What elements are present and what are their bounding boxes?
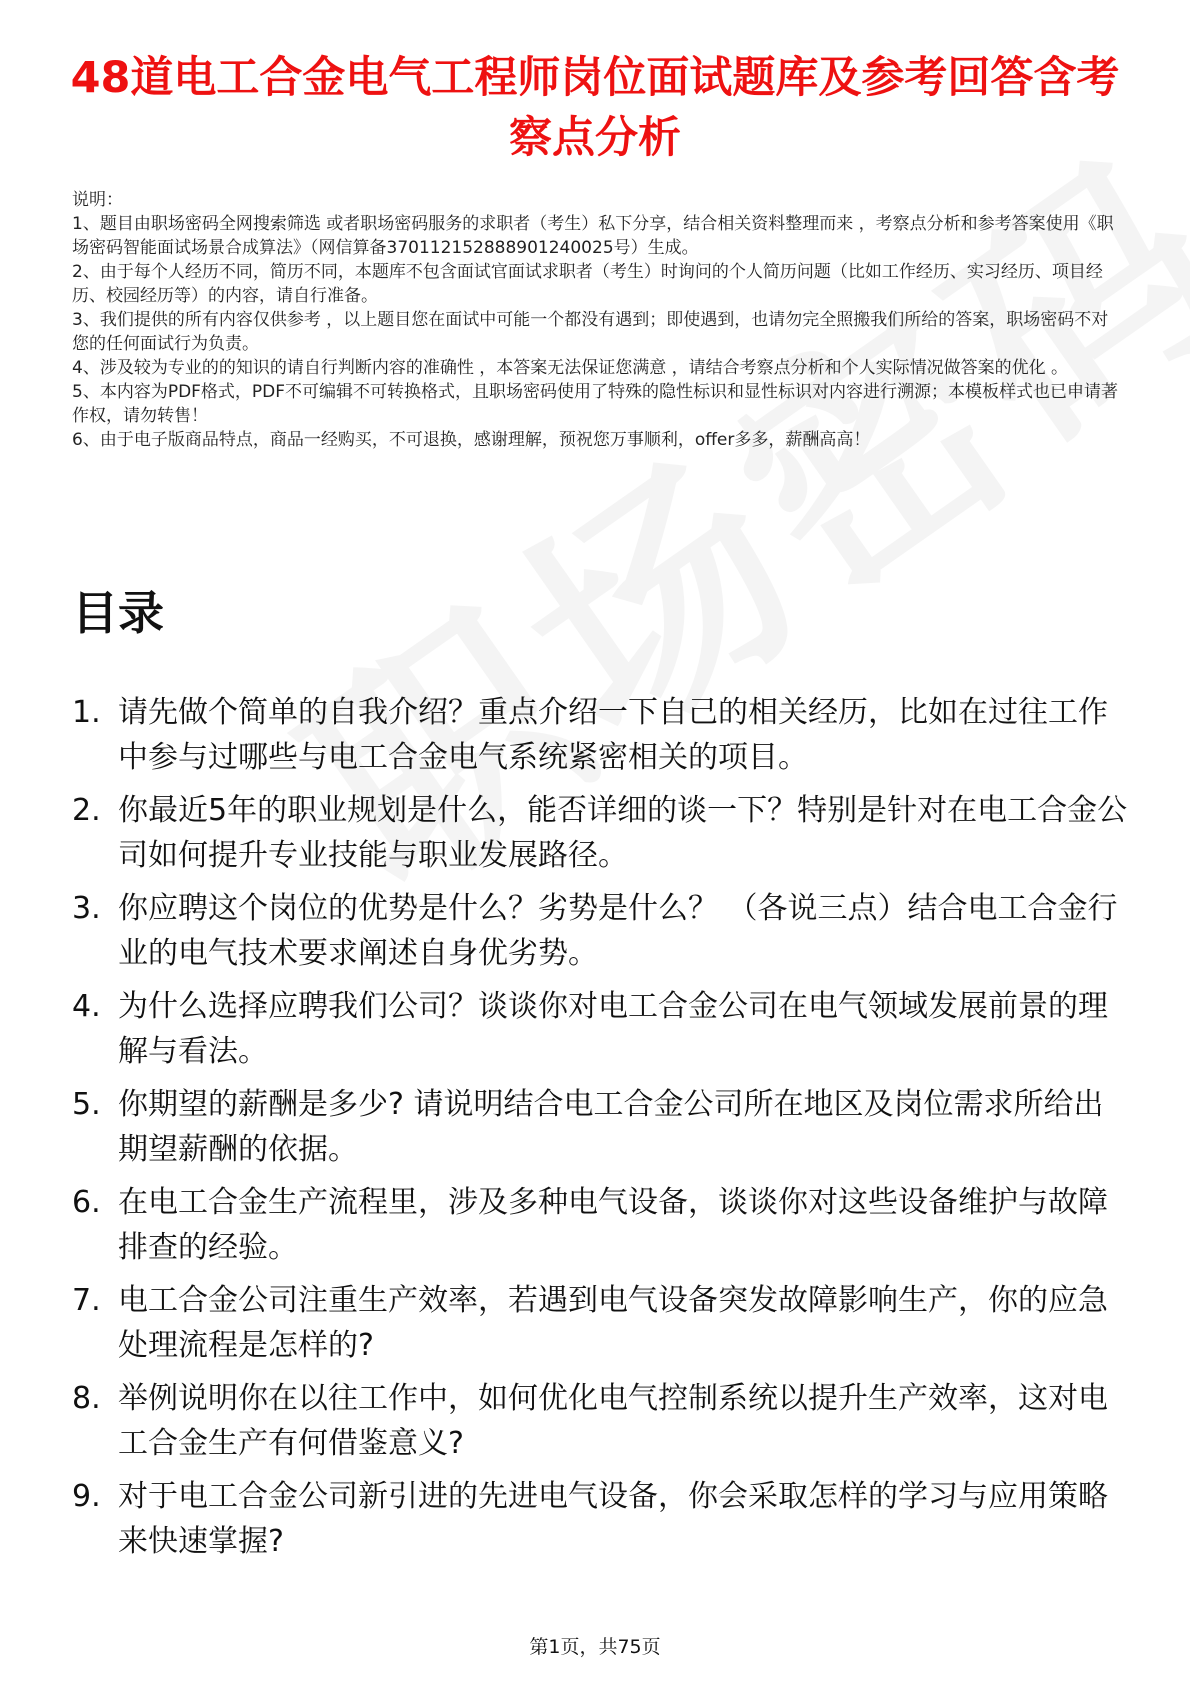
question-item-7[interactable] — [72, 1278, 1132, 1368]
question-text: 对于电工合金公司新引进的先进电气设备，你会采取怎样的学习与应用策略来快速掌握? — [118, 1479, 1108, 1559]
question-text: 你期望的薪酬是多少? 请说明结合电工合金公司所在地区及岗位需求所给出期望薪酬的依据。 — [118, 1087, 1104, 1167]
question-text: 你最近5年的职业规划是什么，能否详细的谈一下？特别是针对在电工合金公司如何提升专业技能与职业发展路径。 — [118, 793, 1128, 873]
question-list — [72, 690, 1132, 1572]
question-text: 请先做个简单的自我介绍？重点介绍一下自己的相关经历，比如在过往工作中参与过哪些与电工合金电气系统紧密相关的项目。 — [118, 695, 1108, 775]
question-text: 电工合金公司注重生产效率，若遇到电气设备突发故障影响生产，你的应急处理流程是怎样的? — [118, 1283, 1108, 1363]
question-item-4[interactable] — [72, 984, 1132, 1074]
note-item-5: 5、本内容为PDF格式，PDF不可编辑不可转换格式，且职场密码使用了特殊的隐性标识和显性标识对内容进行溯源；本模板样式也已申请著作权，请勿转售！ — [72, 382, 1119, 426]
question-number: 5. — [72, 1087, 101, 1122]
note-item-6: 6、由于电子版商品特点，商品一经购买，不可退换，感谢理解，预祝您万事顺利，offer多多，薪酬高高！ — [72, 430, 871, 450]
question-item-6[interactable] — [72, 1180, 1132, 1270]
notes-section — [72, 188, 1122, 452]
question-item-9[interactable] — [72, 1474, 1132, 1564]
question-item-8[interactable] — [72, 1376, 1132, 1466]
document-title: 48道电工合金电气工程师岗位面试题库及参考回答含考察点分析 — [70, 53, 1120, 163]
question-number: 9. — [72, 1479, 101, 1514]
notes-heading: 说明： — [72, 190, 123, 210]
question-number: 8. — [72, 1381, 101, 1416]
note-item-4: 4、涉及较为专业的的知识的请自行判断内容的准确性 ，本答案无法保证您满意 ，请结合考察点分析和个人实际情况做答案的优化 。 — [72, 358, 1069, 378]
question-item-5[interactable] — [72, 1082, 1132, 1172]
question-text: 你应聘这个岗位的优势是什么？劣势是什么？ （各说三点）结合电工合金行业的电气技术要求阐述自身优劣势。 — [118, 891, 1118, 971]
toc-heading: 目录 — [72, 586, 164, 640]
question-number: 7. — [72, 1283, 101, 1318]
question-number: 3. — [72, 891, 101, 926]
question-text: 举例说明你在以往工作中，如何优化电气控制系统以提升生产效率，这对电工合金生产有何借鉴意义? — [118, 1381, 1108, 1461]
note-item-1: 1、题目由职场密码全网搜索筛选 或者职场密码服务的求职者（考生）私下分享，结合相关资料整理而来 ，考察点分析和参考答案使用《职场密码智能面试场景合成算法》（网信算备370112152888901240025号）生成。 — [72, 214, 1114, 258]
question-text: 在电工合金生产流程里，涉及多种电气设备，谈谈你对这些设备维护与故障排查的经验。 — [118, 1185, 1108, 1265]
page-footer: 第1页，共75页 — [529, 1636, 661, 1658]
question-item-2[interactable] — [72, 788, 1132, 878]
question-item-1[interactable] — [72, 690, 1132, 780]
note-item-2: 2、由于每个人经历不同，简历不同，本题库不包含面试官面试求职者（考生）时询问的个人简历问题（比如工作经历、实习经历、项目经历、校园经历等）的内容，请自行准备。 — [72, 262, 1103, 306]
question-text: 为什么选择应聘我们公司？谈谈你对电工合金公司在电气领域发展前景的理解与看法。 — [118, 989, 1108, 1069]
question-item-3[interactable] — [72, 886, 1132, 976]
question-number: 4. — [72, 989, 101, 1024]
question-number: 1. — [72, 695, 101, 730]
note-item-3: 3、我们提供的所有内容仅供参考 ，以上题目您在面试中可能一个都没有遇到；即使遇到，也请勿完全照搬我们所给的答案，职场密码不对您的任何面试行为负责。 — [72, 310, 1109, 354]
question-number: 6. — [72, 1185, 101, 1220]
question-number: 2. — [72, 793, 101, 828]
